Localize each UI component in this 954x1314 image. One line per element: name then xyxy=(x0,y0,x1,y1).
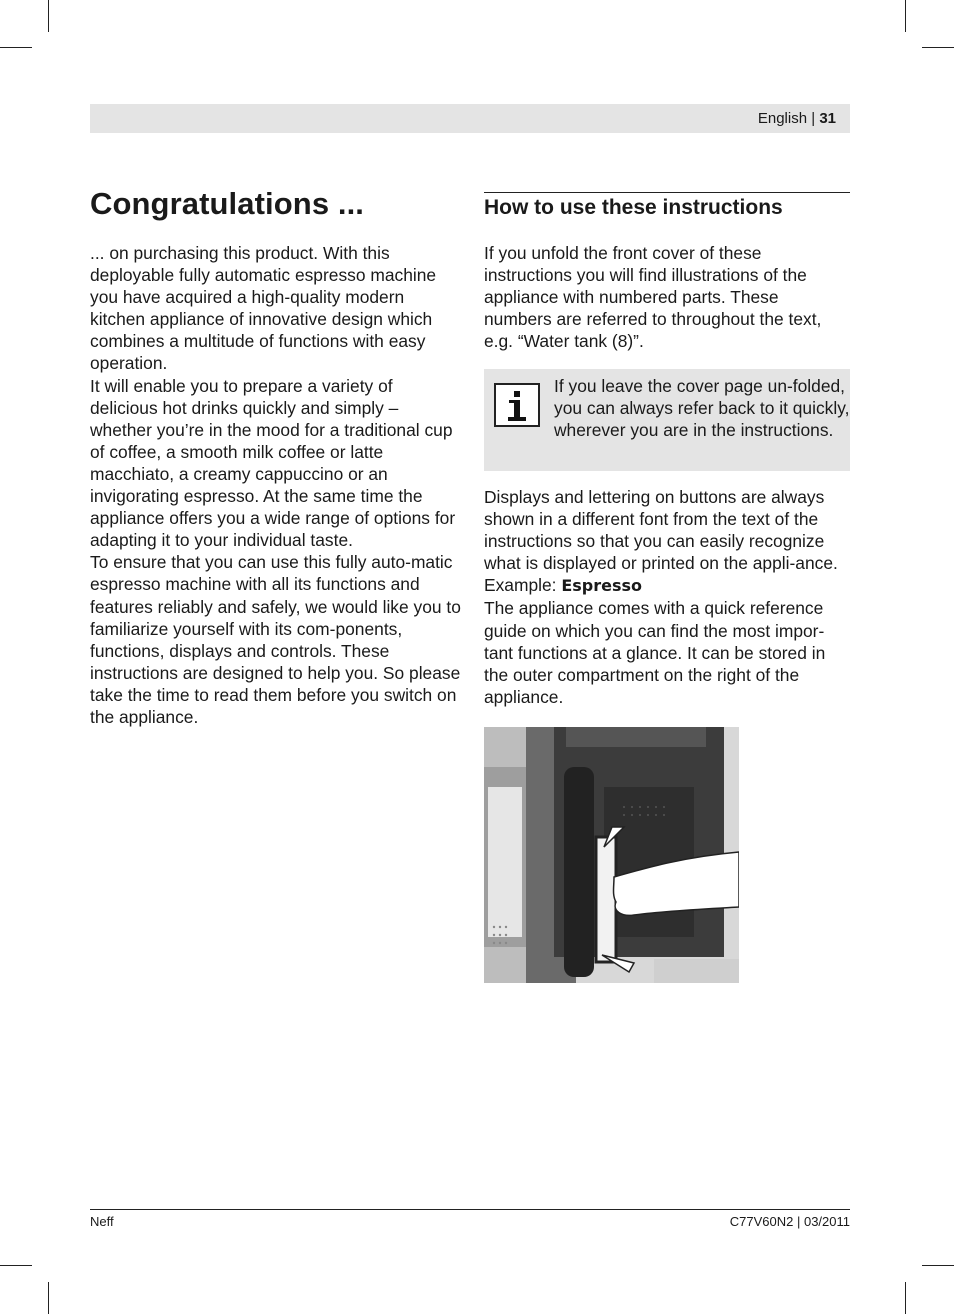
crop-mark xyxy=(48,0,49,32)
footer-rule xyxy=(90,1209,850,1210)
instructions-intro xyxy=(484,242,850,352)
footer-model-date: C77V60N2 | 03/2011 xyxy=(729,1214,850,1229)
section-heading: How to use these instructions xyxy=(484,196,783,219)
header-language: English xyxy=(757,110,808,127)
paragraph: ... on purchasing this product. With this deployable fully automatic espresso machine you have acquired a high-quality modern kitchen appliance of innovative design which combines a multitude of functions with easy operation. xyxy=(90,243,437,374)
crop-mark xyxy=(0,47,32,48)
crop-mark xyxy=(905,0,906,32)
paragraph: The appliance comes with a quick reference guide on which you can find the most impor-tant functions at a glance. It can be stored in the outer compartment on the right of the appliance. xyxy=(484,598,826,707)
page-header xyxy=(90,104,850,133)
paragraph: If you unfold the front cover of these instructions you will find illustrations of the appliance with numbered parts. These numbers are referred to throughout the text, e.g. “Water tank (8)”. xyxy=(484,243,822,352)
crop-mark xyxy=(48,1282,49,1314)
crop-mark xyxy=(922,1265,954,1266)
page-number: 31 xyxy=(819,110,836,127)
intro-text xyxy=(90,242,462,728)
note-box xyxy=(484,369,850,471)
header-separator: | xyxy=(811,110,816,127)
crop-mark xyxy=(905,1282,906,1314)
paragraph: It will enable you to prepare a variety of delicious hot drinks quickly and simply – whether you’re in the mood for a traditional cup of coffee, a smooth milk coffee or latte macchiato, a creamy cappuccino or an invigorating espresso. At the same time the appliance offers you a wide range of options for adapting it to your individual taste. xyxy=(90,375,456,551)
section-rule xyxy=(484,192,850,193)
appliance-illustration xyxy=(484,727,739,983)
info-icon xyxy=(494,383,540,427)
displays-text xyxy=(484,486,850,708)
header-text xyxy=(758,110,836,127)
note-text: If you leave the cover page un-folded, you can always refer back to it quickly, wherever you are in the instructions. xyxy=(554,376,850,441)
paragraph: To ensure that you can use this fully auto-matic espresso machine with all its functions and features reliably and safely, we would like you to familiarize yourself with its com-ponents, functions, displays and controls. These instructions are designed to help you. So please take the time to read them before you switch on the appliance. xyxy=(90,552,461,727)
footer-brand: Neff xyxy=(90,1214,114,1229)
display-example: Espresso xyxy=(561,576,643,596)
crop-mark xyxy=(922,47,954,48)
crop-mark xyxy=(0,1265,32,1266)
paragraph xyxy=(484,486,850,597)
page-title: Congratulations ... xyxy=(90,186,365,221)
displays-paragraph: Displays and lettering on buttons are always shown in a different font from the text of the instructions so that you can easily recognize what is displayed or printed on the appli-ance. Example: xyxy=(484,487,838,596)
